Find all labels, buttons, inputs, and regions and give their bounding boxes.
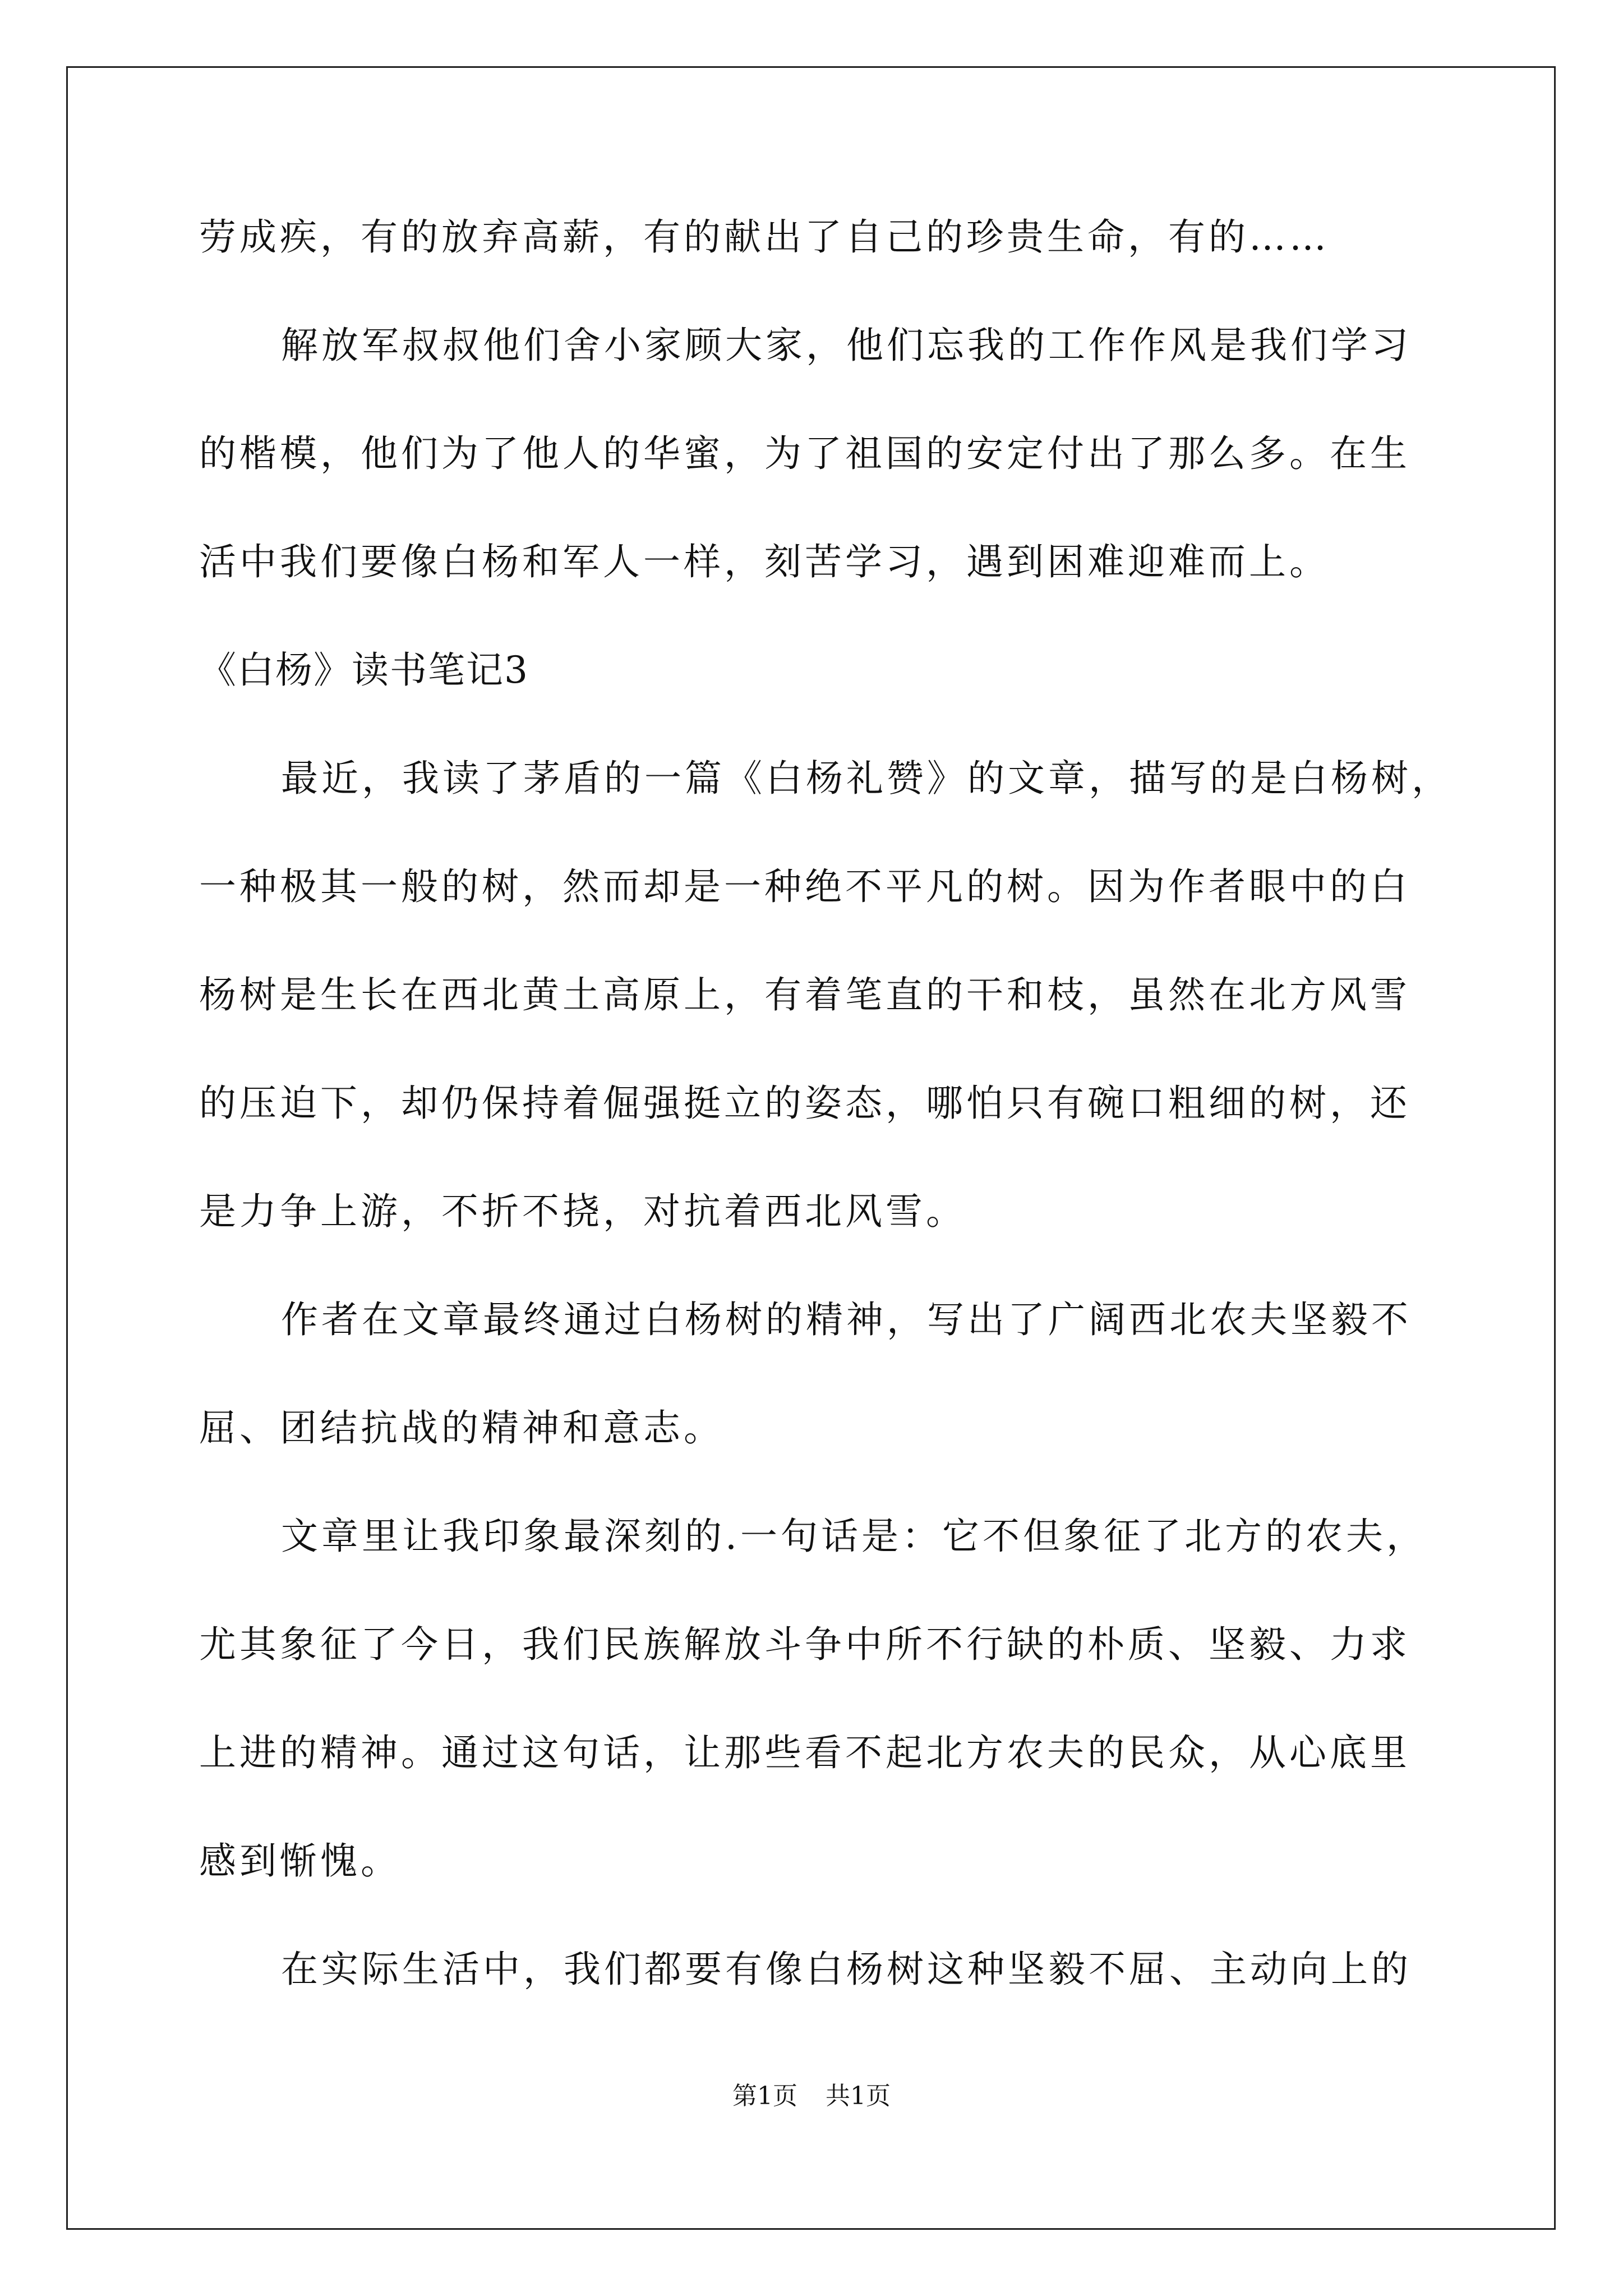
document-body xyxy=(199,215,1452,2059)
paragraph-start-line: 作者在文章最终通过白杨树的精神，写出了广阔西北农夫坚毅不 xyxy=(281,1298,1412,1341)
text-line: 上进的精神。通过这句话，让那些看不起北方农夫的民众，从心底里 xyxy=(199,1731,1410,1774)
text-line: 的楷模，他们为了他人的华蜜，为了祖国的安定付出了那么多。在生 xyxy=(199,432,1410,475)
text-line: 尤其象征了今日，我们民族解放斗争中所不行缺的朴质、坚毅、力求 xyxy=(199,1623,1410,1666)
text-line: 杨树是生长在西北黄土高原上，有着笔直的干和枝，虽然在北方风雪 xyxy=(199,973,1410,1016)
section-heading: 《白杨》读书笔记3 xyxy=(199,648,529,692)
page-number: 第1页 xyxy=(732,2082,797,2110)
paragraph-start-line: 文章里让我印象最深刻的.一句话是：它不但象征了北方的农夫， xyxy=(281,1515,1427,1558)
page-count: 共1页 xyxy=(826,2082,891,2110)
text-line: 感到惭愧。 xyxy=(199,1839,401,1883)
text-line: 屈、团结抗战的精神和意志。 xyxy=(199,1406,724,1450)
text-line: 劳成疾，有的放弃高薪，有的献出了自己的珍贵生命，有的…… xyxy=(199,215,1330,259)
page-footer xyxy=(0,2084,1623,2109)
paragraph-start-line: 解放军叔叔他们舍小家顾大家，他们忘我的工作作风是我们学习 xyxy=(281,324,1412,367)
paragraph-start-line: 在实际生活中，我们都要有像白杨树这种坚毅不屈、主动向上的 xyxy=(281,1948,1412,1991)
text-line: 是力争上游，不折不挠，对抗着西北风雪。 xyxy=(199,1190,966,1233)
text-line: 活中我们要像白杨和军人一样，刻苦学习，遇到困难迎难而上。 xyxy=(199,540,1330,583)
text-line: 的压迫下，却仍保持着倔强挺立的姿态，哪怕只有碗口粗细的树，还 xyxy=(199,1082,1410,1125)
paragraph-start-line: 最近，我读了茅盾的一篇《白杨礼赞》的文章，描写的是白杨树， xyxy=(281,757,1452,800)
text-line: 一种极其一般的树，然而却是一种绝不平凡的树。因为作者眼中的白 xyxy=(199,865,1410,908)
